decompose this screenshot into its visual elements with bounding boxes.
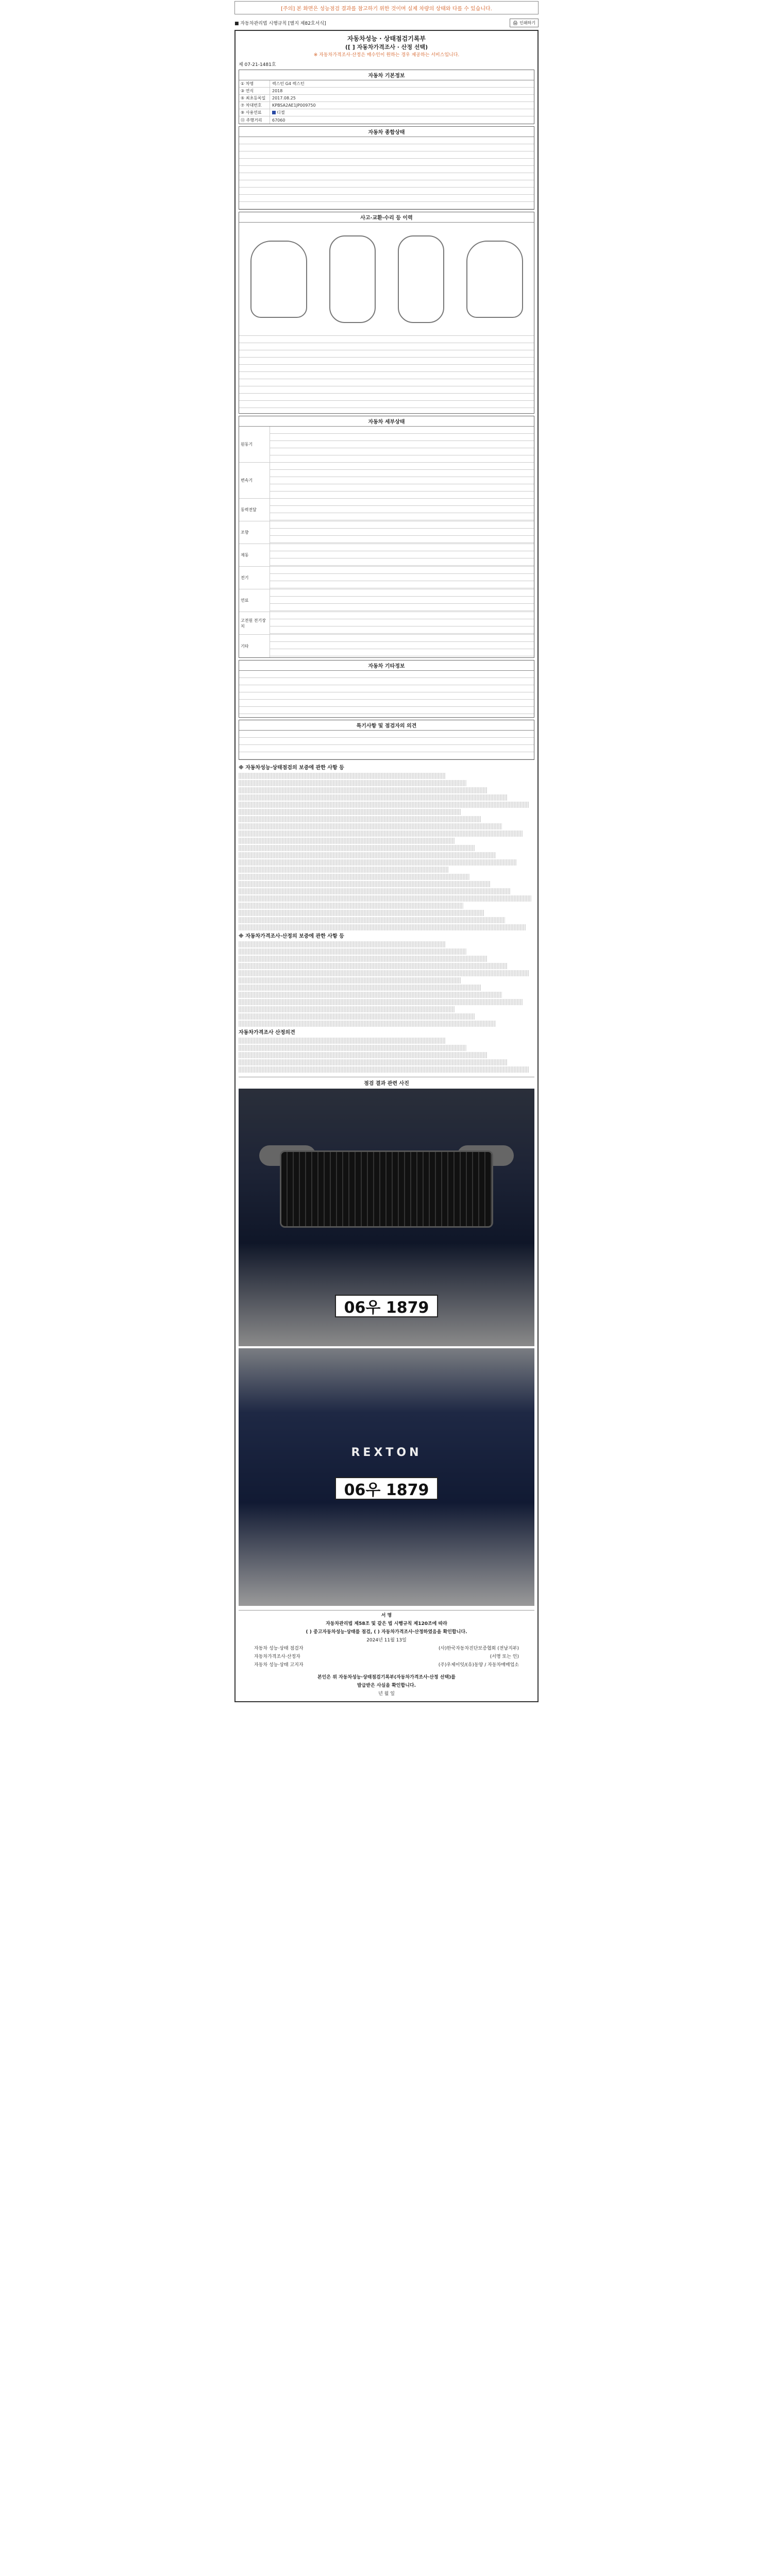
- detail-row-label: 동력전달: [239, 499, 270, 521]
- front-photo: [239, 1089, 534, 1346]
- vehicle-name: 렉스턴 G4 렉스턴: [272, 81, 305, 86]
- special-section: [239, 720, 534, 760]
- notice-banner: [주의] 본 화면은 성능점검 결과를 참고하기 위한 것이며 실제 차량의 상태와 다를 수 있습니다.: [234, 1, 539, 14]
- rear-plate: 06우 1879: [335, 1477, 438, 1500]
- car-diagrams: [239, 223, 534, 336]
- paragraph-line: [239, 1021, 496, 1027]
- paragraph-line: [239, 1045, 466, 1051]
- options-section: [239, 660, 534, 718]
- detail-row-label: 변속기: [239, 463, 270, 498]
- paragraph-line: [239, 859, 517, 866]
- detail-row: [239, 521, 534, 544]
- footer-date: 년 월 일: [378, 1691, 395, 1697]
- footer-line2: 발급받은 사실을 확인합니다.: [357, 1683, 416, 1688]
- paragraph-line: [239, 1066, 529, 1073]
- signature-date: 2024년 11월 13일: [366, 1638, 407, 1643]
- detail-row-items: [270, 589, 534, 612]
- paragraph-line: [239, 794, 508, 801]
- car-top-diagram: [329, 235, 376, 323]
- paragraph-line: [239, 852, 496, 858]
- paragraph-line: [239, 1006, 455, 1012]
- car-bottom-diagram: [398, 235, 444, 323]
- signature-text1: 자동차관리법 제58조 및 같은 법 시행규칙 제120조에 따라: [326, 1621, 447, 1626]
- rear-photo: [239, 1348, 534, 1606]
- state-section: [239, 126, 534, 210]
- paragraph-line: [239, 941, 446, 947]
- detail-row-items: [270, 544, 534, 566]
- special-title: 특기사항 및 점검자의 의견: [239, 720, 534, 731]
- paragraph-line: [239, 773, 446, 779]
- record-no: 제 07-21-1481호: [239, 62, 276, 67]
- paragraph-line: [239, 816, 481, 822]
- paragraph-line: [239, 1052, 487, 1058]
- paragraph-line: [239, 948, 466, 955]
- detail-row-label: 조향: [239, 521, 270, 544]
- vin-row: ⑦ 차대번호 KPBSA2AE1JP009750: [239, 102, 534, 109]
- vehicle-name-row: ① 차명 렉스턴 G4 렉스턴: [239, 80, 534, 88]
- price-title: ※ 자동차가격조사·산정의 보증에 관한 사항 등: [239, 934, 344, 939]
- damage-table: [239, 336, 534, 413]
- paragraph-line: [239, 831, 523, 837]
- print-button[interactable]: [510, 19, 539, 27]
- footer-line1: 본인은 위 자동차성능·상태점검기록부(자동차가격조사·산정 선택)를: [317, 1675, 456, 1680]
- record-meta: [239, 61, 534, 67]
- detail-row-items: [270, 427, 534, 462]
- detail-row-items: [270, 521, 534, 544]
- paragraph-line: [239, 881, 490, 887]
- record-note: ※ 자동차가격조사·산정은 매수인이 원하는 경우 제공하는 서비스입니다.: [313, 53, 460, 58]
- detail-row: [239, 463, 534, 499]
- fuel-row: ⑨ 사용연료 디젤: [239, 109, 534, 116]
- photos-title: 점검 결과 관련 사진: [239, 1077, 534, 1087]
- vehicle-year: 2018: [272, 89, 283, 93]
- top-row: [234, 18, 539, 28]
- paragraph-line: [239, 1013, 475, 1020]
- paragraph-line: [239, 809, 461, 815]
- page-frame: [234, 0, 539, 2555]
- printer-icon: 🖨: [512, 20, 518, 25]
- detail-row: [239, 499, 534, 521]
- damage-section: [239, 212, 534, 414]
- guarantee-title: ※ 자동차성능·상태점검의 보증에 관한 사항 등: [239, 765, 344, 771]
- paragraph-line: [239, 992, 502, 998]
- paragraph-line: [239, 963, 508, 969]
- detail-row-label: 전기: [239, 567, 270, 589]
- paragraph-line: [239, 845, 475, 851]
- damage-title: 사고·교환·수리 등 이력: [239, 212, 534, 223]
- paragraph-line: [239, 956, 487, 962]
- paragraph-line: [239, 1038, 446, 1044]
- paragraph-line: [239, 985, 481, 991]
- paragraph-line: [239, 895, 531, 902]
- opinion-title: 자동차가격조사 산정의견: [239, 1030, 295, 1036]
- detail-row: [239, 567, 534, 589]
- paragraph-line: [239, 888, 511, 894]
- signature-text2: ( ) 중고자동차성능·상태를 점검, ( ) 자동차가격조사·산정하였음을 확인합니다.: [306, 1630, 467, 1635]
- vin: KPBSA2AE1JP009750: [272, 103, 316, 108]
- detail-row-label: 연료: [239, 589, 270, 612]
- signature-block: [239, 1610, 534, 1698]
- paragraph-line: [239, 867, 449, 873]
- guarantee-info: [239, 765, 534, 1073]
- basic-info-section: [239, 70, 534, 124]
- first-reg: 2017.08.25: [272, 96, 296, 100]
- paragraph-line: [239, 903, 463, 909]
- special-table: [239, 731, 534, 759]
- inspector-row: 자동차 성능·상태 점검자 (사)한국자동차진단보증협회 (전남지부): [254, 1646, 519, 1651]
- detail-row: [239, 427, 534, 463]
- appraiser-row: 자동차가격조사·산정자 (서명 또는 인): [254, 1654, 519, 1659]
- car-right-diagram: [466, 241, 523, 318]
- detail-row: [239, 635, 534, 657]
- detail-row-label: 원동기: [239, 427, 270, 462]
- detail-row-items: [270, 463, 534, 498]
- paragraph-line: [239, 910, 484, 916]
- mileage-row: ⑪ 주행거리 67060: [239, 116, 534, 124]
- detail-row-items: [270, 567, 534, 589]
- detail-section: [239, 416, 534, 658]
- rear-brand: REXTON: [351, 1446, 422, 1459]
- front-plate: 06우 1879: [335, 1295, 438, 1317]
- guarantee-paragraphs: [239, 773, 534, 930]
- paragraph-line: [239, 838, 455, 844]
- detail-row-items: [270, 612, 534, 634]
- first-reg-row: ⑤ 최초등록일 2017.08.25: [239, 95, 534, 102]
- record-subtitle: ([ ] 자동차가격조사 · 산정 선택): [345, 44, 428, 50]
- detail-row-label: 고전원 전기장치: [239, 612, 270, 634]
- detail-row-label: 기타: [239, 635, 270, 657]
- paragraph-line: [239, 787, 487, 793]
- paragraph-line: [239, 780, 466, 786]
- record-title: 자동차성능 · 상태점검기록부: [347, 35, 426, 42]
- detail-row: [239, 589, 534, 612]
- paragraph-line: [239, 823, 502, 829]
- paragraph-line: [239, 924, 526, 930]
- detail-row-items: [270, 499, 534, 521]
- print-label: 인쇄하기: [519, 20, 535, 25]
- state-title: 자동차 종합상태: [239, 127, 534, 137]
- detail-title: 자동차 세부상태: [239, 416, 534, 427]
- paragraph-line: [239, 917, 505, 923]
- detail-rows: [239, 427, 534, 657]
- vehicle-year-row: ③ 연식 2018: [239, 88, 534, 95]
- detail-row-label: 제동: [239, 544, 270, 566]
- options-table: [239, 671, 534, 717]
- detail-row: [239, 612, 534, 635]
- detail-row-items: [270, 635, 534, 657]
- paragraph-line: [239, 874, 469, 880]
- car-left-diagram: [250, 241, 307, 318]
- options-title: 자동차 기타정보: [239, 660, 534, 671]
- notifier-row: 자동차 성능·상태 고지자 (주)우제이잇/(유)동양 / 자동차매매업소: [254, 1663, 519, 1668]
- paragraph-line: [239, 999, 523, 1005]
- signature-title: 서 명: [239, 1610, 534, 1620]
- fuel-type: 디젤: [277, 110, 285, 115]
- opinion-paragraphs: [239, 1038, 534, 1073]
- paragraph-line: [239, 977, 461, 984]
- mileage: 67060: [272, 117, 285, 123]
- paragraph-line: [239, 802, 529, 808]
- basic-info-title: 자동차 기본정보: [239, 70, 534, 80]
- paragraph-line: [239, 970, 529, 976]
- state-table: [239, 137, 534, 209]
- front-grille: [280, 1150, 493, 1228]
- record-box: [234, 30, 539, 1702]
- paragraph-line: [239, 1059, 508, 1065]
- price-paragraphs: [239, 941, 534, 1027]
- detail-row: [239, 544, 534, 567]
- doc-code: ■ 자동차관리법 시행규칙 [별지 제82호서식]: [234, 21, 326, 26]
